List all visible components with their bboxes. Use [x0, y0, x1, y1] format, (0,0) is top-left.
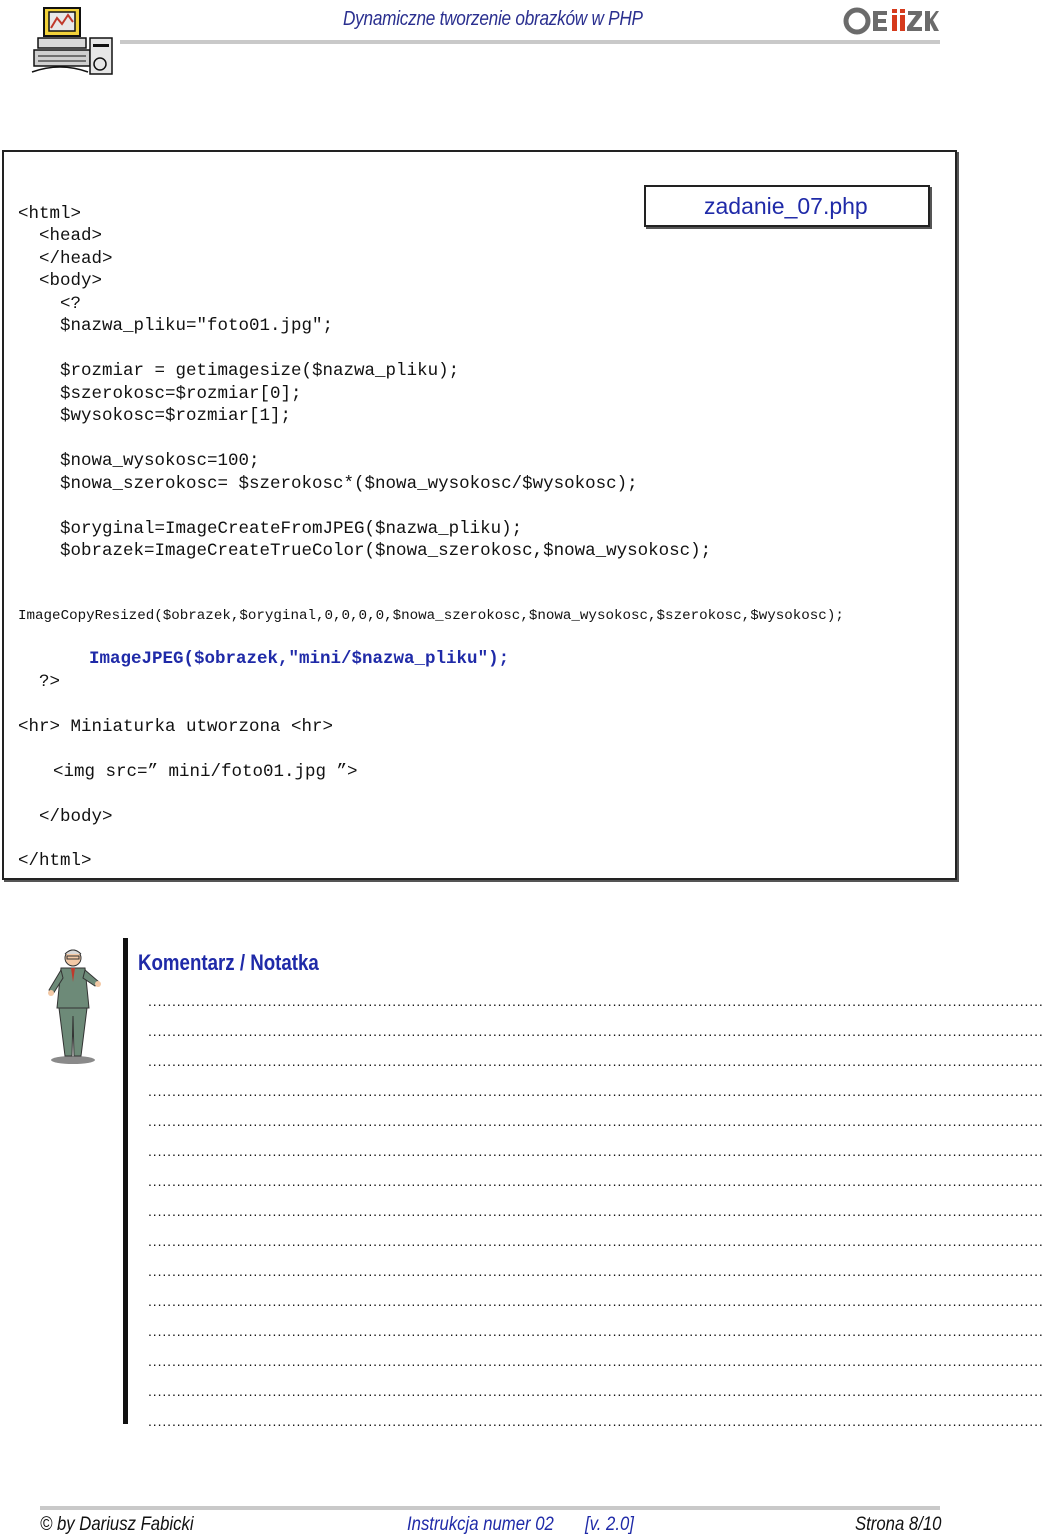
code-line: $szerokosc=$rozmiar[0]; — [18, 384, 302, 404]
notes-dotted-line[interactable]: ........................................................................................................................................................................................... — [148, 1383, 1044, 1399]
code-line: $wysokosc=$rozmiar[1]; — [18, 406, 292, 426]
code-line: $nowa_szerokosc= $szerokosc*($nowa_wysokosc/$wysokosc); — [18, 474, 638, 494]
code-line-highlight: ImageJPEG($obrazek,"mini/$nazwa_pliku"); — [89, 649, 510, 669]
task-filename-box — [644, 185, 930, 227]
code-line: <? — [18, 294, 82, 314]
notes-dotted-line[interactable]: ........................................................................................................................................................................................... — [148, 1323, 1044, 1339]
notes-dotted-line[interactable]: ........................................................................................................................................................................................... — [148, 1023, 1044, 1039]
notes-dotted-line[interactable]: ........................................................................................................................................................................................... — [148, 1293, 1044, 1309]
code-line: $nazwa_pliku="foto01.jpg"; — [18, 316, 334, 336]
notes-dotted-line[interactable]: ........................................................................................................................................................................................... — [148, 1353, 1044, 1369]
code-line: $nowa_wysokosc=100; — [18, 451, 260, 471]
code-line: $oryginal=ImageCreateFromJPEG($nazwa_pliku); — [18, 519, 523, 539]
notes-dotted-line[interactable]: ........................................................................................................................................................................................... — [148, 1083, 1044, 1099]
footer-instruction: Instrukcja numer 02 — [407, 1514, 554, 1535]
footer-author: © by Dariusz Fabicki — [40, 1514, 194, 1535]
code-line: $rozmiar = getimagesize($nazwa_pliku); — [18, 361, 460, 381]
notes-left-bar — [123, 938, 128, 1424]
notes-dotted-line[interactable]: ........................................................................................................................................................................................... — [148, 1053, 1044, 1069]
code-line: <hr> Miniaturka utworzona <hr> — [18, 717, 334, 737]
footer-page-number: Strona 8/10 — [855, 1514, 942, 1535]
oeiizk-logo — [843, 6, 939, 36]
notes-dotted-line[interactable]: ........................................................................................................................................................................................... — [148, 1263, 1044, 1279]
code-line: <img src=” mini/foto01.jpg ”> — [53, 762, 358, 782]
code-line: <html> — [18, 204, 82, 224]
notes-dotted-line[interactable]: ........................................................................................................................................................................................... — [148, 1233, 1044, 1249]
code-line: $obrazek=ImageCreateTrueColor($nowa_szerokosc,$nowa_wysokosc); — [18, 541, 712, 561]
code-line: </head> — [18, 249, 113, 269]
notes-dotted-line[interactable]: ........................................................................................................................................................................................... — [148, 1203, 1044, 1219]
notes-dotted-line[interactable]: ........................................................................................................................................................................................... — [148, 1143, 1044, 1159]
presenter-icon — [43, 946, 107, 1066]
footer-rule — [40, 1506, 940, 1510]
notes-dotted-line[interactable]: ........................................................................................................................................................................................... — [148, 1413, 1044, 1429]
code-line: </html> — [18, 851, 92, 871]
code-line: <head> — [18, 226, 103, 246]
header-rule — [120, 40, 940, 44]
computer-icon — [30, 4, 118, 80]
code-line: ImageCopyResized($obrazek,$oryginal,0,0,0,0,$nowa_szerokosc,$nowa_wysokosc,$szerokosc,$wysokosc); — [18, 608, 844, 624]
notes-title: Komentarz / Notatka — [138, 950, 319, 975]
notes-dotted-line[interactable]: ........................................................................................................................................................................................... — [148, 993, 1044, 1009]
notes-dotted-line[interactable]: ........................................................................................................................................................................................... — [148, 1113, 1044, 1129]
document-title: Dynamiczne tworzenie obrazków w PHP — [343, 8, 643, 30]
code-line: <body> — [18, 271, 103, 291]
code-line: ?> — [39, 672, 61, 692]
footer-version: [v. 2.0] — [585, 1514, 634, 1535]
task-filename: zadanie_07.php — [704, 193, 868, 219]
notes-dotted-line[interactable]: ........................................................................................................................................................................................... — [148, 1173, 1044, 1189]
code-line: </body> — [39, 807, 113, 827]
